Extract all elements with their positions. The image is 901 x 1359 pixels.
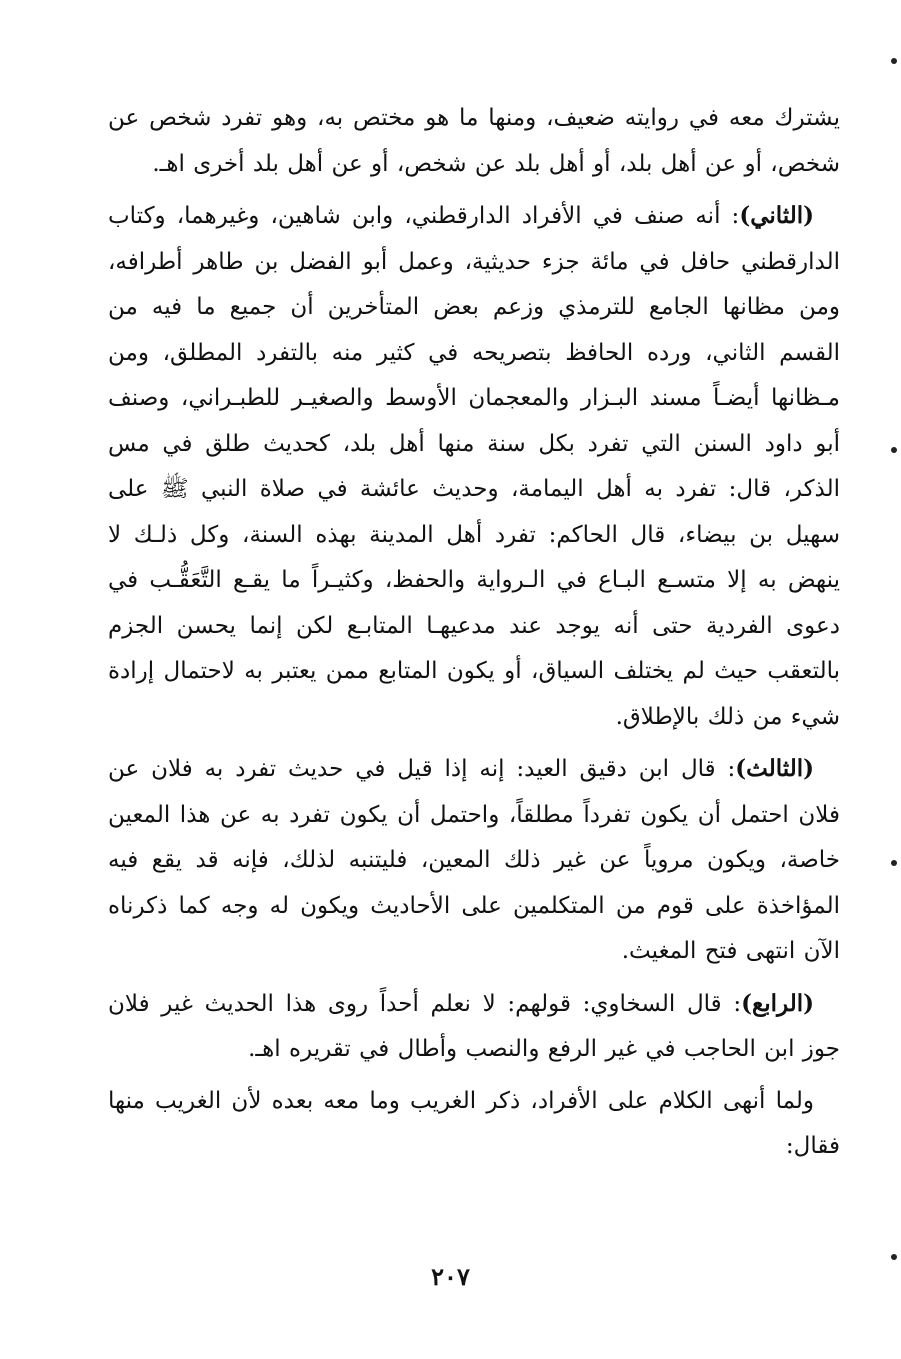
margin-mark <box>891 447 897 453</box>
section-label-fourth: (الرابع) <box>741 989 814 1017</box>
margin-mark <box>891 1254 897 1260</box>
section-label-third: (الثالث) <box>735 755 814 782</box>
paragraph-text: : قال ابن دقيق العيد: إنه إذا قيل في حديث تفرد به فلان عن فلان احتمل أن يكون تفرداً مطلقاً، واحتمل أن يكون تفرد به عن هذا المعين خاصة، ويكون مروياً عن غير ذلك المعين، فليتنبه لذلك، فإنه قد يقع فيه المؤاخذة على قوم من المتكلمين على الأحاديث ويكون له وجه كما ذكرناه الآن انتهى فتح المغيث. <box>108 756 840 964</box>
paragraph-1 <box>108 96 840 187</box>
page-number: ٢٠٧ <box>431 1262 470 1291</box>
paragraph-text: : أنه صنف في الأفراد الدارقطني، وابن شاهين، وغيرهما، وكتاب الدارقطني حافل في مائة جزء حديثية، وعمل أبو الفضل بن طاهر أطرافه، ومن مظانها الجامع للترمذي وزعم بعض المتأخرين أن جميع ما فيه من القسم الثاني، ورده الحافظ بتصريحه في كثير منه بالتفرد المطلق، ومن مـظانها أيضـاً مسند البـزار والمعجمان الأوسط والصغيـر للطبـراني، وصنف أبو داود السنن التي تفرد بكل سنة منها أهل بلد، كحديث طلق في مس الذكر، قال: تفرد به أهل اليمامة، وحديث عائشة في صلاة النبي ﷺ على سهيل بن بيضاء، قال الحاكم: تفرد أهل المدينة بهذه السنة، وكل ذلـك لا ينهض به إلا متسـع البـاع في الـرواية والحفظ، وكثيـراً ما يقـع التَّعَقُّـب في دعوى الفردية حتى أنه يوجد عند مدعيهـا المتابـع لكن إنما يحسن الجزم بالتعقب حيث لم يختلف السياق، أو يكون المتابع ممن يعتبر به لاحتمال إرادة شيء من ذلك بالإطلاق. <box>108 203 840 730</box>
margin-mark <box>891 860 897 866</box>
paragraph-third <box>108 746 840 975</box>
paragraph-text: : قال السخاوي: قولهم: لا نعلم أحداً روى هذا الحديث غير فلان جوز ابن الحاجب في غير الرفع والنصب وأطال في تقريره اهـ. <box>108 990 840 1062</box>
section-label-second: (الثاني) <box>739 202 814 229</box>
paragraph-text: يشترك معه في روايته ضعيف، ومنها ما هو مختص به، وهو تفرد شخص عن شخص، أو عن أهل بلد، أو أهل بلد عن شخص، أو عن أهل بلد أخرى اهـ. <box>108 105 840 177</box>
margin-mark <box>891 58 897 64</box>
paragraph-text: ولما أنهى الكلام على الأفراد، ذكر الغريب وما معه بعده لأن الغريب منها فقال: <box>108 1087 840 1159</box>
body-text <box>108 96 840 1170</box>
paragraph-second <box>108 193 840 740</box>
paragraph-fourth <box>108 981 840 1073</box>
paragraph-closing <box>108 1079 840 1170</box>
